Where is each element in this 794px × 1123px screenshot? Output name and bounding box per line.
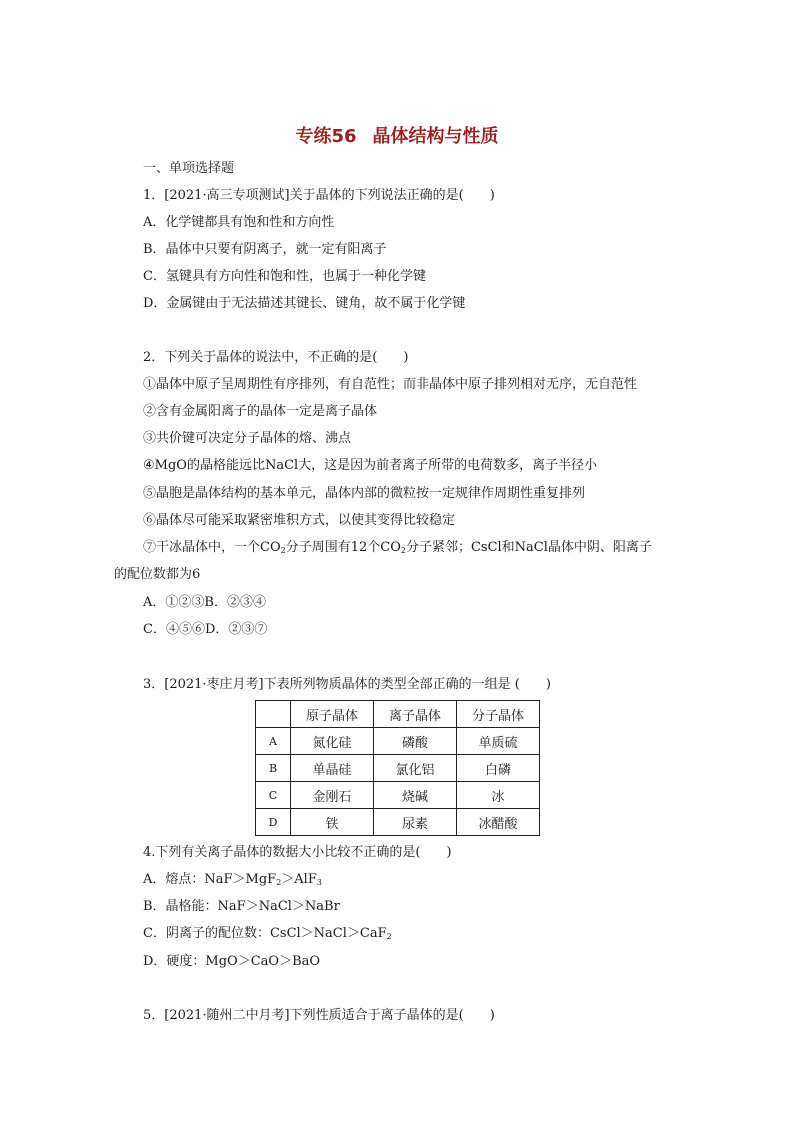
table-row (256, 755, 540, 782)
q2-options-row-2: C．④⑤⑥D．②③⑦ (143, 622, 268, 637)
table-cell: 白磷 (457, 755, 540, 782)
q1-option-b: B．晶体中只要有阴离子，就一定有阳离子 (143, 242, 387, 257)
table-row-label: D (256, 809, 291, 836)
table-cell: 铁 (291, 809, 374, 836)
table-cell: 单晶硅 (291, 755, 374, 782)
table-cell: 磷酸 (374, 728, 457, 755)
q2-item-7-part-a: ⑦干冰晶体中，一个CO (143, 540, 281, 555)
table-corner-cell (256, 701, 291, 728)
section-heading: 一、单项选择题 (143, 161, 235, 176)
q1-option-c: C．氢键具有方向性和饱和性，也属于一种化学键 (143, 269, 426, 284)
table-cell: 冰醋酸 (457, 809, 540, 836)
q1-option-a: A．化学键都具有饱和性和方向性 (143, 215, 335, 230)
q2-options-row-1: A．①②③B．②③④ (143, 595, 266, 610)
table-header-cell: 分子晶体 (457, 701, 540, 728)
table-row (256, 728, 540, 755)
q4-option-a-mid: ＞AlF (281, 872, 317, 887)
q4-option-d: D．硬度：MgO＞CaO＞BaO (143, 954, 321, 969)
table-cell: 氯化铝 (374, 755, 457, 782)
q4-option-c-pre: C．阴离子的配位数：CsCl＞NaCl＞CaF (143, 926, 387, 941)
q4-option-a-sub-1: 2 (276, 878, 282, 887)
table-header-cell: 离子晶体 (374, 701, 457, 728)
q5-stem: 5．[2021·随州二中月考]下列性质适合于离子晶体的是( ) (143, 1008, 495, 1023)
table-cell: 烧碱 (374, 782, 457, 809)
q4-option-b: B．晶格能：NaF＞NaCl＞NaBr (143, 899, 340, 914)
q2-item-7-sub-1: 2 (280, 546, 286, 555)
q2-item-7 (143, 539, 652, 557)
q2-item-3: ③共价键可决定分子晶体的熔、沸点 (143, 431, 352, 446)
q2-item-1: ①晶体中原子呈周期性有序排列，有自范性；而非晶体中原子排列相对无序，无自范性 (143, 377, 638, 392)
table-header-row (256, 701, 540, 728)
title-text: 晶体结构与性质 (372, 126, 499, 147)
q1-stem: 1．[2021·高三专项测试]关于晶体的下列说法正确的是( ) (143, 188, 495, 203)
q3-table (255, 700, 540, 836)
table-cell: 单质硫 (457, 728, 540, 755)
q4-stem: 4.下列有关离子晶体的数据大小比较不正确的是( ) (143, 845, 452, 860)
table-row (256, 782, 540, 809)
q2-item-7-wrap: 的配位数都为6 (114, 567, 201, 582)
table-row-label: B (256, 755, 291, 782)
q2-item-7-sub-2: 2 (400, 546, 406, 555)
q2-item-6: ⑥晶体尽可能采取紧密堆积方式，以使其变得比较稳定 (143, 513, 456, 528)
q2-item-4: ④MgO的晶格能远比NaCl大，这是因为前者离子所带的电荷数多，离子半径小 (143, 458, 598, 473)
q4-option-c-sub: 2 (386, 932, 392, 941)
title-number: 专练56 (295, 126, 357, 147)
table-cell: 尿素 (374, 809, 457, 836)
q2-item-7-part-c: 分子紧邻；CsCl和NaCl晶体中阴、阳离子 (405, 540, 652, 555)
q2-stem: 2．下列关于晶体的说法中，不正确的是( ) (143, 350, 409, 365)
page-title (0, 122, 794, 148)
q2-item-5: ⑤晶胞是晶体结构的基本单元，晶体内部的微粒按一定规律作周期性重复排列 (143, 486, 586, 501)
table-cell: 氮化硅 (291, 728, 374, 755)
q4-option-c (143, 925, 392, 943)
q4-option-a-sub-2: 3 (316, 878, 322, 887)
table-cell: 金刚石 (291, 782, 374, 809)
q2-item-2: ②含有金属阳离子的晶体一定是离子晶体 (143, 404, 378, 419)
table-cell: 冰 (457, 782, 540, 809)
q2-item-7-part-b: 分子周围有12个CO (285, 540, 401, 555)
q3-stem: 3．[2021·枣庄月考]下表所列物质晶体的类型全部正确的一组是 ( ) (143, 677, 551, 692)
table-row (256, 809, 540, 836)
table-row-label: A (256, 728, 291, 755)
q4-option-a-pre: A．熔点：NaF＞MgF (143, 872, 277, 887)
table-row-label: C (256, 782, 291, 809)
table-header-cell: 原子晶体 (291, 701, 374, 728)
q4-option-a (143, 871, 322, 889)
q1-option-d: D．金属键由于无法描述其键长、键角，故不属于化学键 (143, 296, 466, 311)
